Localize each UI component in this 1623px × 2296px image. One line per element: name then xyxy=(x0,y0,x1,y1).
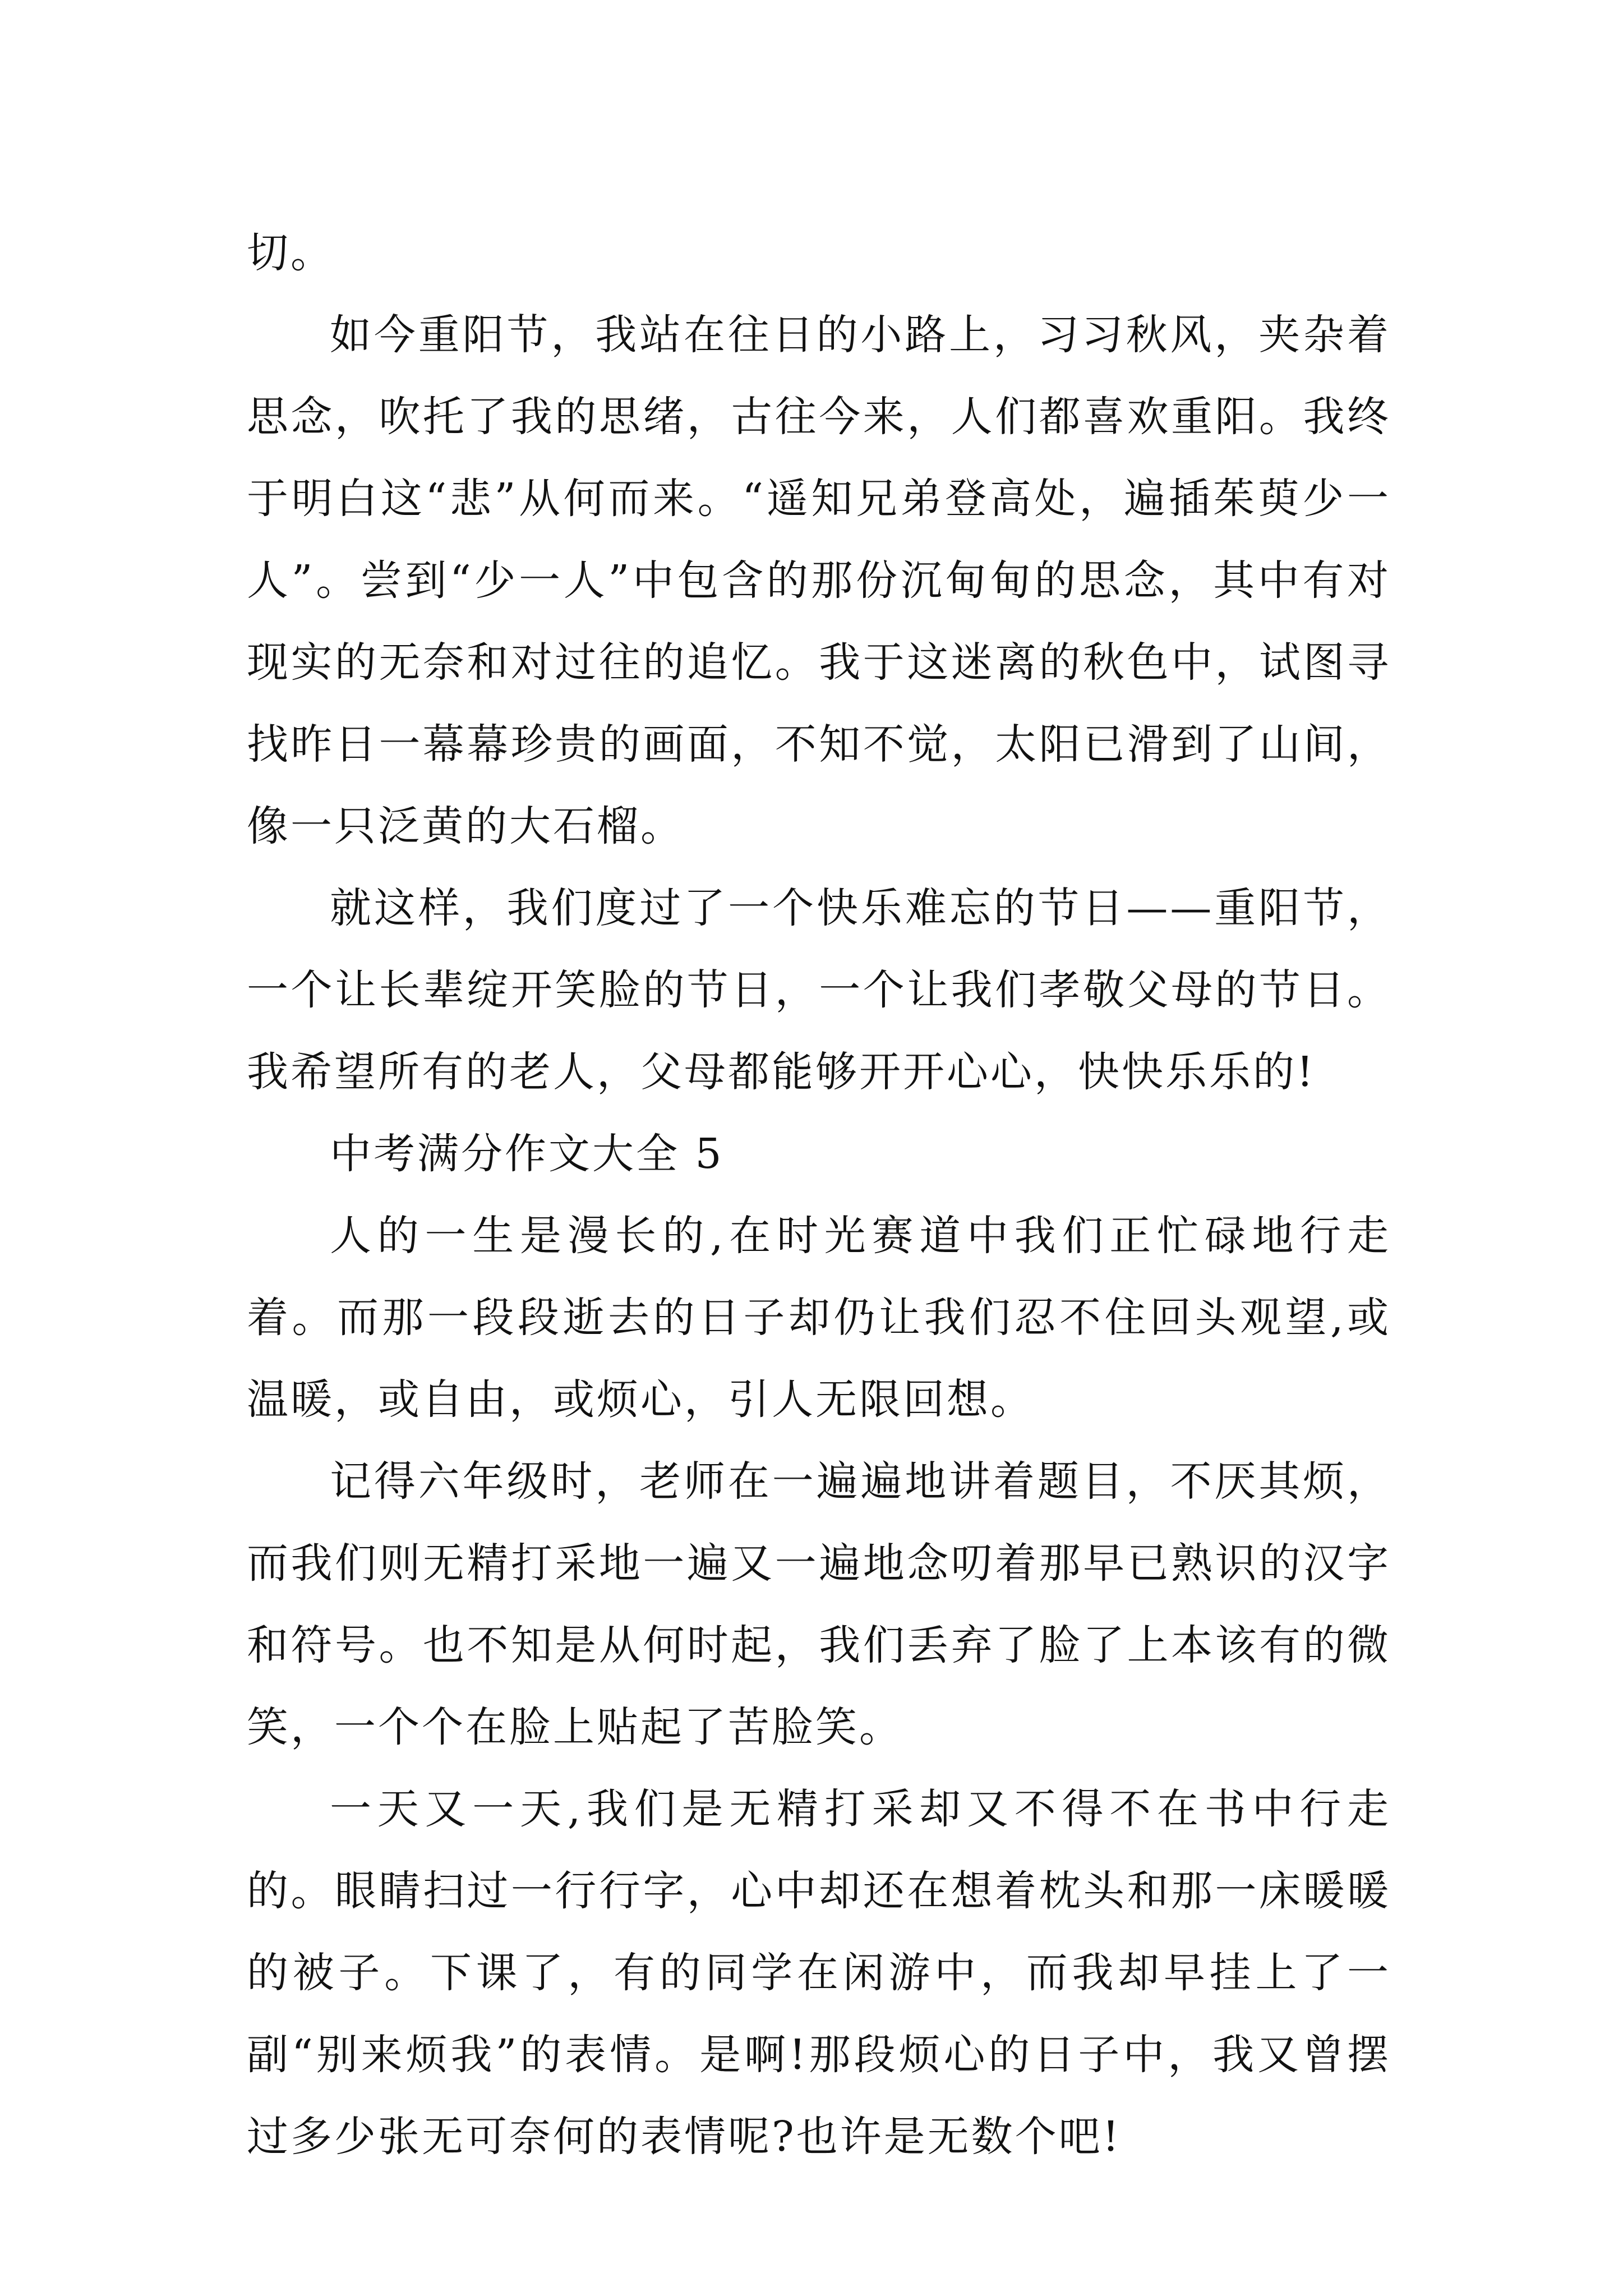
section-heading: 中考满分作文大全 5 xyxy=(330,1130,724,1178)
paragraph: 一天又一天,我们是无精打采却又不得不在书中行走的。眼睛扫过一行行字，心中却还在想着枕头和那一床暖暖的被子。下课了，有的同学在闲游中，而我却早挂上了一副“别来烦我”的表情。是啊!那段烦心的日子中，我又曾摆过多少张无可奈何的表情呢?也许是无数个吧! xyxy=(247,1785,1391,2161)
paragraph: 人的一生是漫长的,在时光赛道中我们正忙碌地行走着。而那一段段逝去的日子却仍让我们忍不住回头观望,或温暖，或自由，或烦心，引人无限回想。 xyxy=(247,1212,1391,1424)
paragraph-continuation: 切。 xyxy=(247,229,334,277)
paragraph: 就这样，我们度过了一个快乐难忘的节日——重阳节，一个让长辈绽开笑脸的节日，一个让我们孝敬父母的节日。我希望所有的老人，父母都能够开开心心，快快乐乐的! xyxy=(247,884,1391,1096)
paragraph: 如今重阳节，我站在往日的小路上，习习秋风，夹杂着思念，吹托了我的思绪，古往今来，人们都喜欢重阳。我终于明白这“悲”从何而来。“遥知兄弟登高处，遍插茱萸少一人”。尝到“少一人”中包含的那份沉甸甸的思念，其中有对现实的无奈和对过往的追忆。我于这迷离的秋色中，试图寻找昨日一幕幕珍贵的画面，不知不觉，太阳已滑到了山间，像一只泛黄的大石榴。 xyxy=(247,311,1391,850)
essay-body xyxy=(247,212,1391,2178)
paragraph: 记得六年级时，老师在一遍遍地讲着题目，不厌其烦，而我们则无精打采地一遍又一遍地念叨着那早已熟识的汉字和符号。也不知是从何时起，我们丢弃了脸了上本该有的微笑，一个个在脸上贴起了苦脸笑。 xyxy=(247,1457,1391,1751)
